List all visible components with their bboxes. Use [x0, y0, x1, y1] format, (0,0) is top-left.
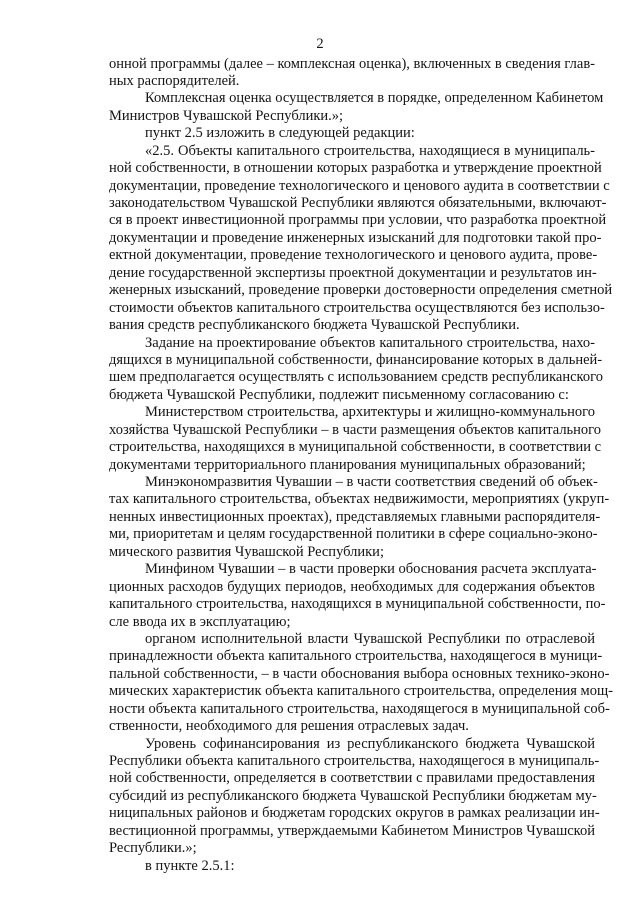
text-line: тах капитального строительства, объектах недвижимости, мероприятиях (укруп- — [109, 491, 610, 508]
text-line: органом исполнительной власти Чувашской Республики по отраслевой — [145, 630, 595, 647]
text-line: документации и проведение инженерных изысканий для подготовки такой про- — [109, 229, 602, 246]
text-line: в пункте 2.5.1: — [145, 857, 235, 874]
text-line: вестиционной программы, утверждаемыми Кабинетом Министров Чувашской — [109, 822, 595, 839]
text-line: бюджета Чувашской Республики, подлежит письменному согласованию с: — [109, 386, 569, 403]
text-line: капитального строительства, находящихся в муниципальной собственности, по- — [109, 596, 606, 613]
text-line: женерных изысканий, проведение проверки достоверности определения сметной — [109, 282, 613, 299]
text-line: документами территориального планирования муниципальных образований; — [109, 456, 586, 473]
text-line: хозяйства Чувашской Республики – в части размещения объектов капитального — [109, 421, 602, 438]
text-line: ной собственности, определяется в соответствии с правилами предоставления — [109, 770, 595, 787]
text-line: дение государственной экспертизы проектной документации и результатов ин- — [109, 264, 597, 281]
text-line: ектной документации, проведение технологического и ценового аудита, прове- — [109, 247, 598, 264]
body-text — [109, 55, 613, 876]
text-line: ниципальных районов и бюджетам городских округов в рамках реализации ин- — [109, 805, 600, 822]
text-line: принадлежности объекта капитального строительства, находящегося в муници- — [109, 648, 603, 665]
text-line: ненных инвестиционных проектах), представляемых главными распорядителя- — [109, 508, 601, 525]
page-number: 2 — [316, 36, 324, 52]
text-line: законодательством Чувашской Республики являются обязательными, включают- — [109, 195, 607, 211]
text-line: пальной собственности, – в части обоснования выбора основных технико-эконо- — [109, 665, 610, 682]
text-line: Минэкономразвития Чувашии – в части соответствия сведений об объек- — [145, 474, 598, 490]
text-line: ционных расходов будущих периодов, необходимых для содержания объектов — [109, 578, 595, 595]
text-line: «2.5. Объекты капитального строительства, находящиеся в муниципаль- — [145, 142, 595, 159]
text-line: Министров Чувашской Республики.»; — [109, 107, 344, 124]
text-line: Минфином Чувашии – в части проверки обоснования расчета эксплуата- — [145, 561, 597, 578]
text-line: ных распорядителей. — [109, 72, 240, 89]
text-line: субсидий из республиканского бюджета Чувашской Республики бюджетам му- — [109, 787, 597, 804]
text-line: сле ввода их в эксплуатацию; — [109, 613, 291, 630]
text-line: пункт 2.5 изложить в следующей редакции: — [145, 125, 415, 142]
text-line: онной программы (далее – комплексная оценка), включенных в сведения глав- — [109, 55, 595, 72]
text-line: шем предполагается осуществлять с использованием средств республиканского — [109, 369, 603, 386]
text-line: ной собственности, в отношении которых разработка и утверждение проектной — [109, 160, 602, 177]
text-line: стоимости объектов капитального строительства осуществляются без использо- — [109, 299, 605, 316]
text-line: ности объекта капитального строительства, находящегося в муниципальной соб- — [109, 700, 610, 717]
text-line: Уровень софинансирования из республиканского бюджета Чувашской — [145, 735, 595, 752]
text-line: ми, приоритетам и целям государственной политики в сфере социально-эконо- — [109, 526, 598, 543]
text-line: документации, проведение технологического и ценового аудита в соответствии с — [109, 177, 610, 194]
text-line: Республики объекта капитального строительства, находящегося в муниципаль- — [109, 753, 600, 769]
text-line: Задание на проектирование объектов капитального строительства, нахо- — [145, 334, 595, 351]
text-line: мического развития Чувашской Республики; — [109, 543, 384, 560]
text-line: ся в проект инвестиционной программы при условии, что разработка проектной — [109, 212, 607, 229]
text-line: дящихся в муниципальной собственности, финансирование которых в дальней- — [109, 351, 603, 368]
text-line: Комплексная оценка осуществляется в порядке, определенном Кабинетом — [145, 90, 604, 107]
text-line: вания средств республиканского бюджета Чувашской Республики. — [109, 317, 520, 334]
text-line: мических характеристик объекта капитального строительства, определения мощ- — [109, 683, 613, 700]
text-line: ственности, необходимого для решения отраслевых задач. — [109, 718, 469, 735]
text-line: Министерством строительства, архитектуры и жилищно-коммунального — [145, 404, 595, 421]
text-line: строительства, находящихся в муниципальной собственности, в соответствии с — [109, 439, 602, 456]
text-line: Республики.»; — [109, 840, 197, 857]
